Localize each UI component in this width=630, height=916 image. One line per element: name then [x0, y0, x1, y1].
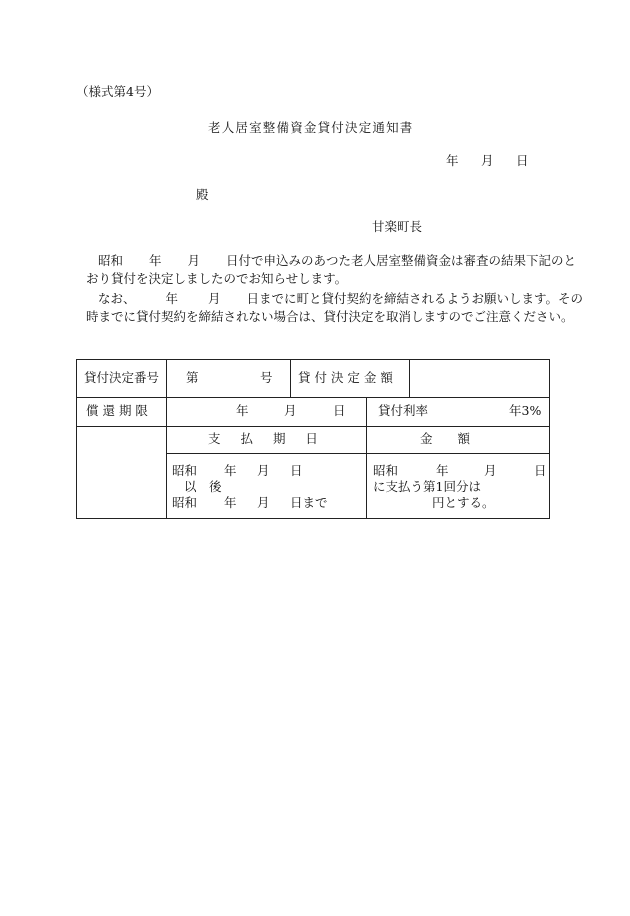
notice-paragraph-1	[86, 252, 577, 288]
decision-amount-label: 貸 付 決 定 金 額	[298, 370, 393, 385]
issuer-name: 甘楽町長	[372, 219, 423, 234]
period-month-1: 月	[257, 463, 270, 478]
period-until-text: 日まで	[290, 495, 328, 510]
period-day-1: 日	[290, 463, 303, 478]
table-line	[76, 359, 550, 360]
document-title: 老人居室整備資金貸付決定通知書	[208, 120, 414, 135]
interest-rate-value: 年3%	[509, 403, 542, 418]
loan-decision-table	[76, 359, 550, 519]
paragraph-1-text: 日付で申込みのあつた老人居室整備資金は審査の結果下記のと	[226, 253, 577, 268]
table-line	[409, 359, 410, 397]
paragraph-2-line-1	[86, 290, 584, 308]
first-payment-era: 昭和	[373, 463, 399, 478]
period-year-1: 年	[224, 463, 237, 478]
repayment-day-label: 日	[333, 403, 346, 418]
decision-number-prefix: 第	[186, 370, 199, 385]
first-payment-month: 月	[484, 463, 497, 478]
period-after-text: 以 後	[184, 479, 222, 494]
payment-period-header: 支 払 期 日	[208, 431, 326, 446]
repayment-year-label: 年	[236, 403, 249, 418]
paragraph-2-line-2: 時までに貸付契約を締結されない場合は、貸付決定を取消しますのでご注意ください。	[86, 309, 574, 324]
period-month-2: 月	[257, 495, 270, 510]
first-payment-text: に支払う第1回分は	[373, 479, 481, 494]
date-year-label: 年	[446, 153, 459, 168]
table-line	[76, 426, 550, 427]
paragraph-1-line-1	[86, 252, 577, 270]
period-year-2: 年	[224, 495, 237, 510]
paragraph-1-line-2: おり貸付を決定しましたのでお知らせします。	[86, 271, 348, 286]
year-label: 年	[149, 253, 162, 268]
table-line	[549, 359, 550, 519]
table-line	[76, 397, 550, 398]
repayment-deadline-label: 償 還 期 限	[86, 403, 148, 418]
period-era-2: 昭和	[172, 495, 198, 510]
notice-paragraph-2	[86, 290, 584, 326]
interest-rate-label: 貸付利率	[378, 403, 429, 418]
period-era-1: 昭和	[172, 463, 198, 478]
date-day-label: 日	[516, 153, 529, 168]
paragraph-2-text: 日までに町と貸付契約を締結されるようお願いします。その	[246, 291, 584, 306]
table-line	[166, 359, 167, 519]
month-label: 月	[187, 253, 201, 268]
table-line	[366, 397, 367, 518]
form-number: （様式第4号）	[76, 84, 159, 99]
era-label: 昭和	[98, 253, 124, 268]
repayment-month-label: 月	[284, 403, 297, 418]
table-line	[76, 359, 77, 519]
date-month-label: 月	[481, 153, 494, 168]
first-payment-yen-text: 円とする。	[432, 495, 495, 510]
table-line	[290, 359, 291, 397]
year-label: 年	[165, 291, 179, 306]
table-line	[76, 518, 550, 519]
first-payment-year: 年	[436, 463, 449, 478]
table-line	[166, 453, 550, 454]
addressee-suffix: 殿	[196, 187, 209, 202]
decision-number-label: 貸付決定番号	[84, 370, 160, 385]
naoh-text: なお、	[98, 291, 136, 306]
first-payment-day: 日	[534, 463, 547, 478]
amount-header: 金 額	[420, 431, 471, 446]
month-label: 月	[208, 291, 221, 306]
decision-number-suffix: 号	[260, 370, 273, 385]
